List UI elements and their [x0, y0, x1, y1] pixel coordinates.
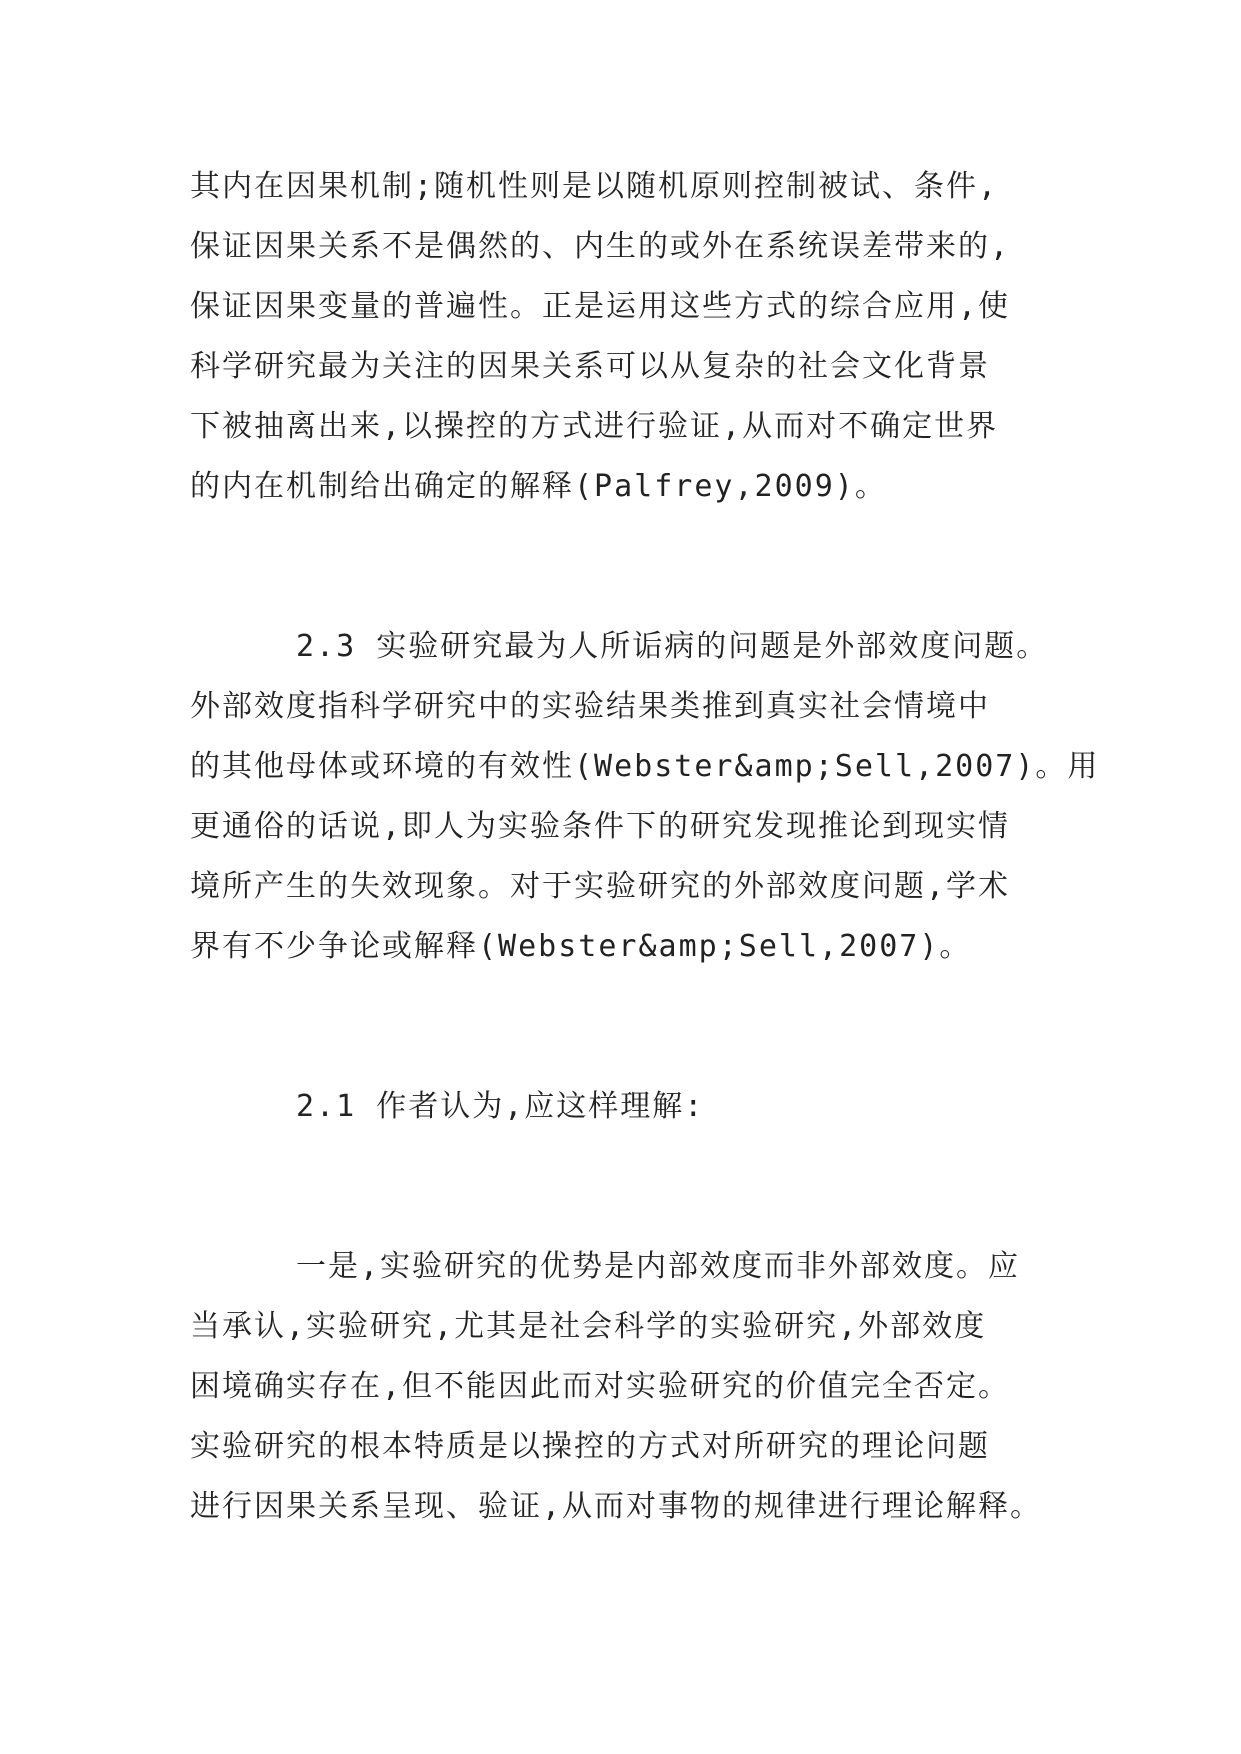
- paragraph-1-line-2: 保证因果关系不是偶然的、内生的或外在系统误差带来的,: [190, 229, 1011, 264]
- paragraph-2-line-1: 2.3 实验研究最为人所诟病的问题是外部效度问题。: [296, 629, 1049, 664]
- paragraph-1-line-4: 科学研究最为关注的因果关系可以从复杂的社会文化背景: [190, 349, 990, 384]
- paragraph-2-line-3: 的其他母体或环境的有效性(Webster&amp;Sell,2007)。用: [190, 749, 1100, 784]
- paragraph-2-line-5: 境所产生的失效现象。对于实验研究的外部效度问题,学术: [190, 869, 1011, 904]
- paragraph-2-line-6: 界有不少争论或解释(Webster&amp;Sell,2007)。: [190, 929, 972, 964]
- paragraph-2-line-2: 外部效度指科学研究中的实验结果类推到真实社会情境中: [190, 689, 990, 724]
- paragraph-1-line-3: 保证因果变量的普遍性。正是运用这些方式的综合应用,使: [190, 289, 1011, 324]
- paragraph-1-line-5: 下被抽离出来,以操控的方式进行验证,从而对不确定世界: [190, 409, 999, 444]
- paragraph-1-line-6: 的内在机制给出确定的解释(Palfrey,2009)。: [190, 469, 887, 504]
- paragraph-1-line-1: 其内在因果机制;随机性则是以随机原则控制被试、条件,: [190, 169, 999, 204]
- paragraph-4-line-4: 实验研究的根本特质是以操控的方式对所研究的理论问题: [190, 1429, 990, 1464]
- paragraph-4-line-2: 当承认,实验研究,尤其是社会科学的实验研究,外部效度: [190, 1309, 987, 1344]
- paragraph-2-line-4: 更通俗的话说,即人为实验条件下的研究发现推论到现实情: [190, 809, 1011, 844]
- paragraph-4-line-1: 一是,实验研究的优势是内部效度而非外部效度。应: [296, 1249, 1021, 1284]
- paragraph-4-line-5: 进行因果关系呈现、验证,从而对事物的规律进行理论解释。: [190, 1489, 1043, 1524]
- paragraph-4-line-3: 困境确实存在,但不能因此而对实验研究的价值完全否定。: [190, 1369, 1011, 1404]
- paragraph-3-line-1: 2.1 作者认为,应这样理解:: [296, 1089, 705, 1124]
